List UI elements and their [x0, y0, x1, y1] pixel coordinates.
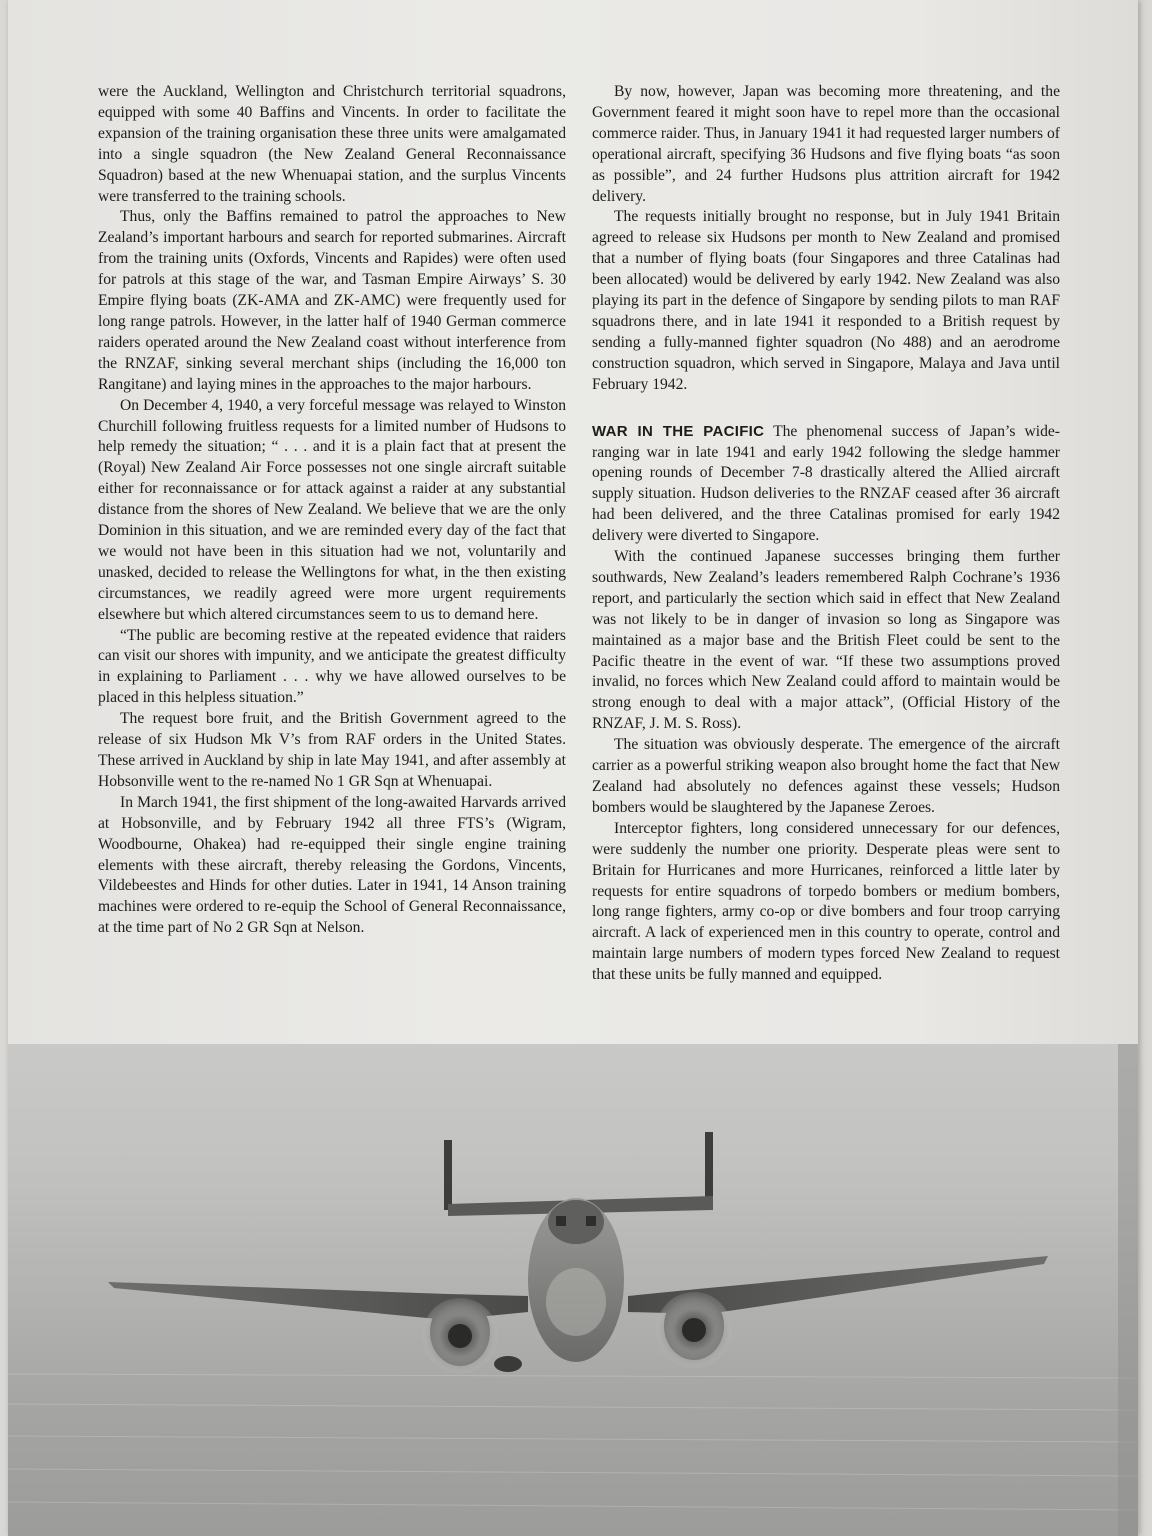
paragraph: The situation was obviously desperate. The emergence of the aircraft carrier as a powerful striking weapon also brought home the fact that New Zealand had absolutely no defences against these vessels; Hudson bombers would be slaughtered by the Japanese Zeroes.: [592, 736, 1060, 816]
paragraph: In March 1941, the first shipment of the long-awaited Harvards arrived at Hobsonville, and by February 1942 all three FTS’s (Wigram, Woodbourne, Ohakea) had re-equipped their single engine training elements with these aircraft, thereby releasing the Gordons, Vincents, Vildebeestes and Hinds for other duties. Later in 1941, 14 Anson training machines were ordered to re-equip the School of General Reconnaissance, at the time part of No 2 GR Sqn at Nelson.: [98, 793, 566, 937]
section-heading: WAR IN THE PACIFIC: [592, 422, 765, 440]
paragraph: The requests initially brought no response, but in July 1941 Britain agreed to release six Hudsons per month to New Zealand and promised that a number of flying boats (four Singapores and three Catalinas had been allocated) would be delivered by early 1942. New Zealand was also playing its part in the defence of Singapore by sending pilots to man RAF squadrons there, and in late 1941 it responded to a British request by sending a fully-manned fighter squadron (No 488) and an aerodrome construction squadron, which served in Singapore, Malaya and Java until February 1942.: [592, 208, 1060, 393]
section-lead-text: The phenomenal success of Japan’s wide-ranging war in late 1941 and early 1942 following the sledge hammer opening rounds of December 7-8 drastically altered the Allied aircraft supply situation. Hudson deliveries to the RNZAF ceased after 36 aircraft had been delivered, and the three Catalinas promised for early 1942 delivery were diverted to Singapore.: [592, 422, 1060, 545]
war-in-the-pacific-section: [592, 422, 1060, 986]
magazine-page: [8, 0, 1138, 1536]
right-text-column: [592, 82, 1060, 986]
aircraft-illustration: [8, 1044, 1138, 1536]
nose-glazing: [546, 1268, 606, 1336]
paragraph: On December 4, 1940, a very forceful message was relayed to Winston Churchill following fruitless requests for a limited number of Hudsons to help remedy the situation; “ . . . and it is a plain fact that at present the (Royal) New Zealand Air Force possesses not one single aircraft suitable either for reconnaissance or for attack against a raider at any substantial distance from the shores of New Zealand. We believe that we are the only Dominion in this situation, and we are reminded every day of the fact that we would not have been in this situation had we not, voluntarily and unasked, decided to release the Wellingtons for what, in the then existing circumstances, we readily agreed were more urgent requirements elsewhere but which altered circumstances seem to us to demand here.: [98, 396, 566, 623]
hudson-aircraft-photo: [8, 1044, 1138, 1536]
left-tail-fin: [444, 1140, 452, 1210]
paragraph: “The public are becoming restive at the repeated evidence that raiders can visit our shores with impunity, and we anticipate the greatest difficulty in explaining to Parliament . . . why we have allowed ourselves to be placed in this helpless situation.”: [98, 626, 566, 707]
paragraph: were the Auckland, Wellington and Christchurch territorial squadrons, equipped with some 40 Baffins and Vincents. In order to facilitate the expansion of the training organisation these three units were amalgamated into a single squadron (the New Zealand General Reconnaissance Squadron) based at the new Whenuapai station, and the surplus Vincents were transferred to the training schools.: [98, 83, 566, 205]
paragraph: [592, 422, 1060, 547]
paragraph: By now, however, Japan was becoming more threatening, and the Government feared it might soon have to repel more than the occasional commerce raider. Thus, in January 1941 it had requested larger numbers of operational aircraft, specifying 36 Hudsons and five flying boats “as soon as possible”, and 24 further Hudsons plus attrition aircraft for 1942 delivery.: [592, 83, 1060, 205]
paragraph: With the continued Japanese successes bringing them further southwards, New Zealand’s leaders remembered Ralph Cochrane’s 1936 report, and particularly the section which said in effect that New Zealand was not likely to be in danger of invasion so long as Singapore was maintained as a major base and the British Fleet could be sent to the Pacific theatre in the event of war. “If these two assumptions proved invalid, no forces which New Zealand could afford to maintain would be strong enough to deal with a major attack”, (Official History of the RNZAF, J. M. S. Ross).: [592, 548, 1060, 733]
paragraph: Thus, only the Baffins remained to patrol the approaches to New Zealand’s important harbours and search for reported submarines. Aircraft from the training units (Oxfords, Vincents and Rapides) were often used for patrols at this stage of the war, and Tasman Empire Airways’ S. 30 Empire flying boats (ZK-AMA and ZK-AMC) were frequently used for long range patrols. However, in the latter half of 1940 German commerce raiders operated around the New Zealand coast without interference from the RNZAF, sinking several merchant ships (including the 16,000 ton Rangitane) and laying mines in the approaches to the major harbours.: [98, 208, 566, 393]
paragraph: Interceptor fighters, long considered unnecessary for our defences, were suddenly the number one priority. Desperate pleas were sent to Britain for Hurricanes and more Hurricanes, reinforced a little later by requests for entire squadrons of torpedo bombers or medium bombers, long range fighters, army co-op or dive bombers and four troop carrying aircraft. A lack of experienced men in this country to operate, control and maintain large numbers of modern types forced New Zealand to request that these units be fully manned and equipped.: [592, 819, 1060, 984]
left-text-column: [98, 82, 566, 939]
paragraph: The request bore fruit, and the British Government agreed to the release of six Hudson Mk V’s from RAF orders in the United States. These arrived in Auckland by ship in late May 1941, and after assembly at Hobsonville went to the re-named No 1 GR Sqn at Whenuapai.: [98, 710, 566, 790]
